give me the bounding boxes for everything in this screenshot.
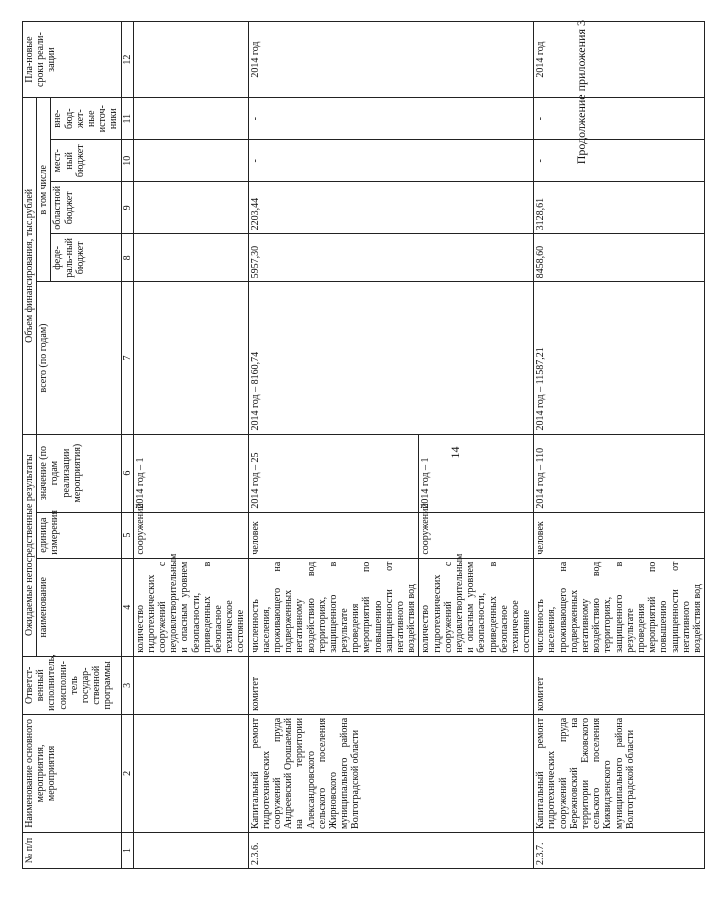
unit-text: сооружений: [133, 512, 248, 558]
funding-federal: 8458,60: [534, 234, 705, 282]
funding-local: -: [534, 140, 705, 182]
header-incl: в том числе: [37, 98, 51, 282]
funding-local: -: [248, 140, 534, 182]
value-text: 2014 год – 1: [133, 434, 248, 512]
row-number: 2.3.6.: [248, 832, 534, 868]
program-table: [22, 21, 705, 869]
header-row-1: [23, 22, 37, 869]
table-row-2-3-6: [248, 22, 419, 869]
indicator-text: количество гидротехнических сооружений с неудовлетворительным и опасным уровнем безопасности, приведенных в безопасное техническое состояние: [133, 558, 248, 656]
row-number: 2.3.7.: [534, 832, 705, 868]
header-term: Пла-новые сроки реали-зации: [23, 22, 122, 98]
col-number: 6: [121, 434, 133, 512]
value-text: 2014 год – 25: [248, 434, 419, 512]
funding-regional: 3128,61: [534, 182, 705, 234]
value-text: 2014 год – 110: [534, 434, 705, 512]
page-number: 14: [448, 446, 462, 459]
funding-extra: -: [534, 98, 705, 140]
executor: комитет: [248, 656, 534, 714]
table-row-2-3-7: [534, 22, 705, 869]
col-number: 12: [121, 22, 133, 98]
executor: комитет: [534, 656, 705, 714]
header-regional: областной бюджет: [51, 182, 121, 234]
header-results: Ожидаемые непосредственные результаты: [23, 434, 37, 656]
column-numbers-row: [121, 22, 133, 869]
header-total: всего (по годам): [37, 282, 121, 434]
value-text: 2014 год – 1: [419, 434, 534, 512]
col-number: 2: [121, 714, 133, 832]
col-number: 10: [121, 140, 133, 182]
indicator-text: количество гидротехнических сооружений с неудовлетворительным и опасным уровнем безопасности, приведенных в безопасное техническое состояние: [419, 558, 534, 656]
col-number: 11: [121, 98, 133, 140]
header-executor: Ответст-венный исполнитель, соисполни-тель государ-ственной программы: [23, 656, 122, 714]
col-number: 8: [121, 234, 133, 282]
table-row-continued: [133, 22, 248, 869]
header-value: значение (по годам реализации мероприятия): [37, 434, 121, 512]
col-number: 9: [121, 182, 133, 234]
measure-name: Капитальный ремонт гидротехнических сооружений пруда Бережновский на территории Ежовского сельского поселения Киквидзенского муниципального района Волгоградской области: [534, 714, 705, 832]
header-name: Наименование основного мероприятия, мероприятия: [23, 714, 122, 832]
unit-text: сооружений: [419, 512, 534, 558]
header-unit: единица измерения: [37, 512, 121, 558]
indicator-text: численность населения, проживающего на подверженных негативному воздействию вод территориях, защищенного в результате проведения мероприятий по повышению защищенности от негативного воздействия вод: [248, 558, 419, 656]
unit-text: человек: [534, 512, 705, 558]
funding-federal: 5957,30: [248, 234, 534, 282]
header-num: № п/п: [23, 832, 122, 868]
funding-total: 2014 год – 11587,21: [534, 282, 705, 434]
col-number: 7: [121, 282, 133, 434]
unit-text: человек: [248, 512, 419, 558]
col-number: 5: [121, 512, 133, 558]
indicator-text: численность населения, проживающего на подверженных негативному воздействию вод территориях, защищенного в результате проведения мероприятий по повышению защищенности от негативного воздействия вод: [534, 558, 705, 656]
header-funding: Объем финансирования, тыс.рублей: [23, 98, 37, 434]
funding-regional: 2203,44: [248, 182, 534, 234]
header-extra: вне-бюд-жет-ные источ-ники: [51, 98, 121, 140]
term: 2014 год: [248, 22, 534, 98]
funding-total: 2014 год – 8160,74: [248, 282, 534, 434]
measure-name: Капитальный ремонт гидротехнических сооружений пруда Андреевский Орошаемый на территории Александровского сельского поселения Жирновского муниципального района Волгоградской области: [248, 714, 534, 832]
header-local: мест-ный бюджет: [51, 140, 121, 182]
term: 2014 год: [534, 22, 705, 98]
header-federal: феде-раль-ный бюджет: [51, 234, 121, 282]
funding-extra: -: [248, 98, 534, 140]
col-number: 1: [121, 832, 133, 868]
appendix-title: Продолжение приложения 3: [574, 20, 588, 165]
col-number: 4: [121, 558, 133, 656]
header-indicator: наименование: [37, 558, 121, 656]
col-number: 3: [121, 656, 133, 714]
